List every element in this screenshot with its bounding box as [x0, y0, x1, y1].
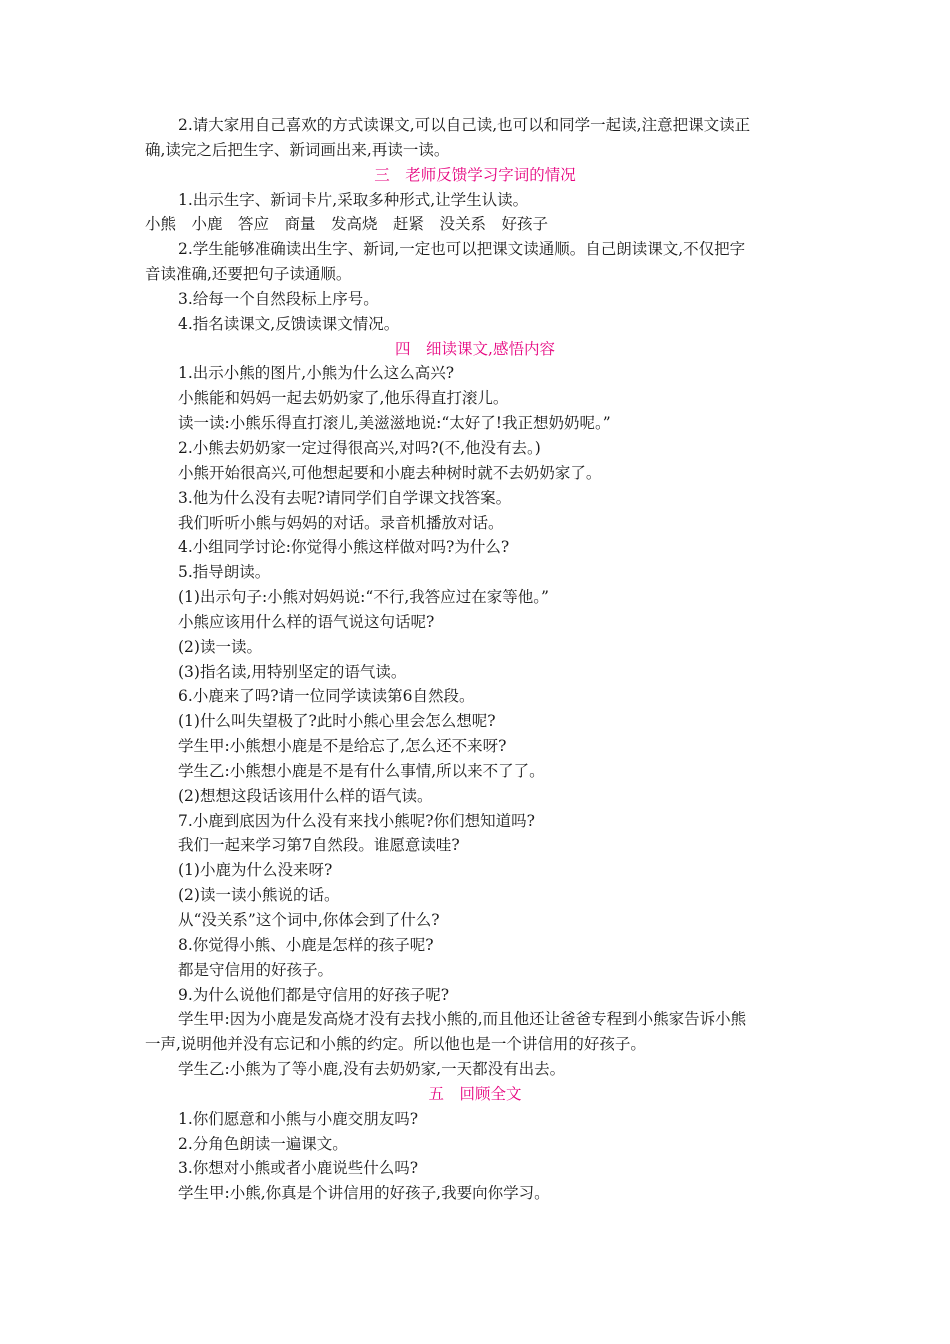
- text-line: 3.他为什么没有去呢?请同学们自学课文找答案。: [178, 488, 512, 507]
- text-line: 小熊 小鹿 答应 商量 发高烧 赶紧 没关系 好孩子: [145, 215, 549, 234]
- section-heading: 四 细读课文,感悟内容: [395, 339, 555, 358]
- text-line: 小熊应该用什么样的语气说这句话呢?: [178, 612, 435, 631]
- text-line: 小熊能和妈妈一起去奶奶家了,他乐得直打滚儿。: [178, 389, 509, 408]
- text-line: 3.你想对小熊或者小鹿说些什么吗?: [178, 1159, 419, 1178]
- text-line: 我们听听小熊与妈妈的对话。录音机播放对话。: [178, 513, 504, 532]
- text-line: (3)指名读,用特别坚定的语气读。: [178, 662, 407, 681]
- text-line: 2.分角色朗读一遍课文。: [178, 1134, 348, 1153]
- text-line: 7.小鹿到底因为什么没有来找小熊呢?你们想知道吗?: [178, 811, 535, 830]
- text-line: 1.你们愿意和小熊与小鹿交朋友吗?: [178, 1109, 419, 1128]
- text-line: (1)小鹿为什么没来呀?: [178, 861, 333, 880]
- text-line: (1)出示句子:小熊对妈妈说:“不行,我答应过在家等他。”: [178, 588, 549, 607]
- text-line: 学生乙:小熊为了等小鹿,没有去奶奶家,一天都没有出去。: [178, 1060, 566, 1079]
- text-line: 小熊开始很高兴,可他想起要和小鹿去种树时就不去奶奶家了。: [178, 463, 602, 482]
- text-line: 我们一起来学习第7自然段。谁愿意读哇?: [178, 836, 460, 855]
- text-line: (1)什么叫失望极了?此时小熊心里会怎么想呢?: [178, 712, 496, 731]
- text-line: 9.为什么说他们都是守信用的好孩子呢?: [178, 985, 450, 1004]
- text-line: 确,读完之后把生字、新词画出来,再读一读。: [145, 140, 450, 159]
- section-heading: 五 回顾全文: [428, 1084, 522, 1103]
- text-line: 6.小鹿来了吗?请一位同学读读第6自然段。: [178, 687, 475, 706]
- text-line: 学生甲:小熊想小鹿是不是给忘了,怎么还不来呀?: [178, 737, 507, 756]
- text-line: 学生甲:小熊,你真是个讲信用的好孩子,我要向你学习。: [178, 1184, 550, 1203]
- text-line: (2)读一读小熊说的话。: [178, 886, 340, 905]
- text-line: 2.请大家用自己喜欢的方式读课文,可以自己读,也可以和同学一起读,注意把课文读正: [178, 116, 751, 134]
- text-line: 读一读:小熊乐得直打滚儿,美滋滋地说:“太好了!我正想奶奶呢。”: [178, 414, 611, 433]
- section-heading: 三 老师反馈学习字词的情况: [374, 165, 576, 184]
- text-line: 从“没关系”这个词中,你体会到了什么?: [178, 911, 440, 929]
- text-line: 学生乙:小熊想小鹿是不是有什么事情,所以来不了了。: [178, 761, 545, 780]
- text-line: (2)读一读。: [178, 637, 262, 656]
- text-line: 2.学生能够准确读出生字、新词,一定也可以把课文读通顺。自己朗读课文,不仅把字: [178, 240, 746, 259]
- text-line: 8.你觉得小熊、小鹿是怎样的孩子呢?: [178, 935, 434, 954]
- text-line: (2)想想这段话该用什么样的语气读。: [178, 786, 433, 805]
- text-line: 1.出示生字、新词卡片,采取多种形式,让学生认读。: [178, 190, 529, 209]
- text-line: 4.小组同学讨论:你觉得小熊这样做对吗?为什么?: [178, 538, 510, 557]
- text-line: 2.小熊去奶奶家一定过得很高兴,对吗?(不,他没有去。): [178, 438, 541, 457]
- text-line: 1.出示小熊的图片,小熊为什么这么高兴?: [178, 364, 455, 383]
- text-line: 5.指导朗读。: [178, 563, 271, 582]
- text-line: 3.给每一个自然段标上序号。: [178, 289, 379, 308]
- text-line: 一声,说明他并没有忘记和小熊的约定。所以他也是一个讲信用的好孩子。: [145, 1035, 646, 1054]
- text-line: 4.指名读课文,反馈读课文情况。: [178, 314, 400, 333]
- document-body: [145, 113, 805, 1206]
- text-line: 音读准确,还要把句子读通顺。: [145, 265, 352, 284]
- text-line: 都是守信用的好孩子。: [178, 960, 334, 979]
- text-line: 学生甲:因为小鹿是发高烧才没有去找小熊的,而且他还让爸爸专程到小熊家告诉小熊: [178, 1010, 747, 1029]
